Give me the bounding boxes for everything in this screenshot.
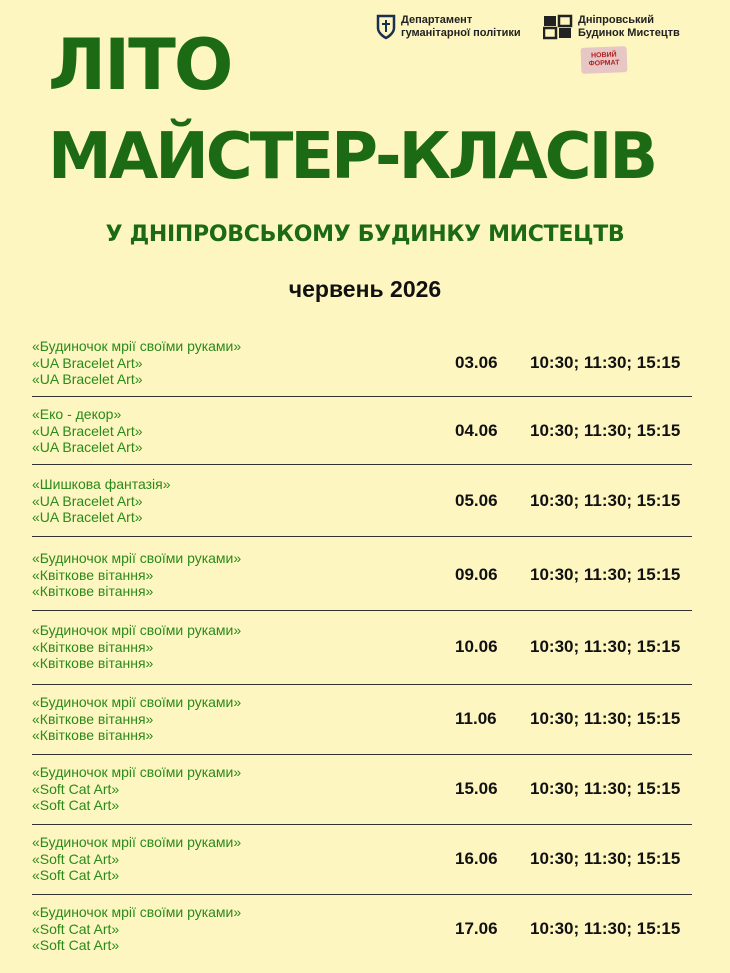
session-times: 10:30; 11:30; 15:15 xyxy=(530,353,681,372)
subtitle: У ДНІПРОВСЬКОМУ БУДИНКУ МИСТЕЦТВ xyxy=(105,222,625,247)
session-date: 15.06 xyxy=(455,779,498,798)
session-date: 03.06 xyxy=(455,353,498,372)
row-divider xyxy=(32,610,692,611)
session-date: 11.06 xyxy=(455,709,497,728)
session-date: 05.06 xyxy=(455,491,498,510)
class-list xyxy=(32,550,241,600)
class-name: «Будиночок мрії своїми руками» xyxy=(32,550,242,566)
month-label: червень 2026 xyxy=(288,276,442,302)
class-name: «Soft Cat Art» xyxy=(32,797,120,813)
class-name: «UA Bracelet Art» xyxy=(32,509,143,525)
art-house-logo xyxy=(543,14,680,40)
session-date: 16.06 xyxy=(455,849,498,868)
class-name: «Квіткове вітання» xyxy=(32,566,154,583)
row-divider xyxy=(32,824,692,825)
session-times: 10:30; 11:30; 15:15 xyxy=(530,779,681,798)
art-house-line-2: Будинок Мистецтв xyxy=(578,27,680,39)
session-times: 10:30; 11:30; 15:15 xyxy=(530,849,681,868)
class-name: «Шишкова фантазія» xyxy=(32,476,171,492)
row-divider xyxy=(32,536,692,537)
class-name: «Будиночок мрії своїми руками» xyxy=(32,764,242,780)
class-name: «UA Bracelet Art» xyxy=(32,492,143,509)
class-name: «Soft Cat Art» xyxy=(32,867,120,883)
class-name: «Квіткове вітання» xyxy=(32,710,154,727)
session-date: 17.06 xyxy=(455,919,498,938)
class-name: «UA Bracelet Art» xyxy=(32,354,143,371)
department-name xyxy=(401,14,521,40)
class-name: «UA Bracelet Art» xyxy=(32,371,143,387)
class-name: «Квіткове вітання» xyxy=(32,583,154,599)
class-list xyxy=(32,338,241,388)
class-name: «Будиночок мрії своїми руками» xyxy=(32,904,242,920)
art-house-line-1: Дніпровський xyxy=(578,14,655,26)
class-name: «Квіткове вітання» xyxy=(32,727,154,743)
class-name: «Квіткове вітання» xyxy=(32,655,154,671)
session-times: 10:30; 11:30; 15:15 xyxy=(530,421,681,440)
session-date: 04.06 xyxy=(455,421,498,440)
session-times: 10:30; 11:30; 15:15 xyxy=(530,919,681,938)
class-name: «Будиночок мрії своїми руками» xyxy=(32,834,242,850)
class-list xyxy=(32,764,241,814)
class-name: «Еко - декор» xyxy=(32,406,122,422)
session-times: 10:30; 11:30; 15:15 xyxy=(530,637,681,656)
class-name: «Soft Cat Art» xyxy=(32,780,120,797)
session-date: 10.06 xyxy=(455,637,498,656)
class-name: «Soft Cat Art» xyxy=(32,850,120,867)
session-times: 10:30; 11:30; 15:15 xyxy=(530,709,681,728)
row-divider xyxy=(32,754,692,755)
class-name: «Soft Cat Art» xyxy=(32,920,120,937)
class-name: «Квіткове вітання» xyxy=(32,638,154,655)
class-name: «Будиночок мрії своїми руками» xyxy=(32,694,242,710)
class-name: «UA Bracelet Art» xyxy=(32,439,143,455)
art-house-name xyxy=(578,14,680,40)
class-list xyxy=(32,476,171,526)
class-name: «UA Bracelet Art» xyxy=(32,422,143,439)
class-list xyxy=(32,834,241,884)
session-times: 10:30; 11:30; 15:15 xyxy=(530,565,681,584)
row-divider xyxy=(32,684,692,685)
title-line-2: МАЙСТЕР-КЛАСІВ xyxy=(48,120,656,194)
department-logo xyxy=(376,14,521,40)
class-name: «Soft Cat Art» xyxy=(32,937,120,953)
class-name: «Будиночок мрії своїми руками» xyxy=(32,338,242,354)
class-list xyxy=(32,694,241,744)
class-list xyxy=(32,622,241,672)
row-divider xyxy=(32,894,692,895)
department-line-1: Департамент xyxy=(401,14,473,26)
class-list xyxy=(32,904,241,954)
title-line-1: ЛІТО xyxy=(48,24,232,106)
class-name: «Будиночок мрії своїми руками» xyxy=(32,622,242,638)
row-divider xyxy=(32,464,692,465)
session-date: 09.06 xyxy=(455,565,498,584)
art-house-icon xyxy=(543,14,573,40)
session-times: 10:30; 11:30; 15:15 xyxy=(530,491,681,510)
department-line-2: гуманітарної політики xyxy=(401,27,521,39)
class-list xyxy=(32,406,143,456)
new-format-badge: НОВИЙ ФОРМАТ xyxy=(581,46,628,74)
row-divider xyxy=(32,396,692,397)
shield-icon xyxy=(376,14,396,40)
